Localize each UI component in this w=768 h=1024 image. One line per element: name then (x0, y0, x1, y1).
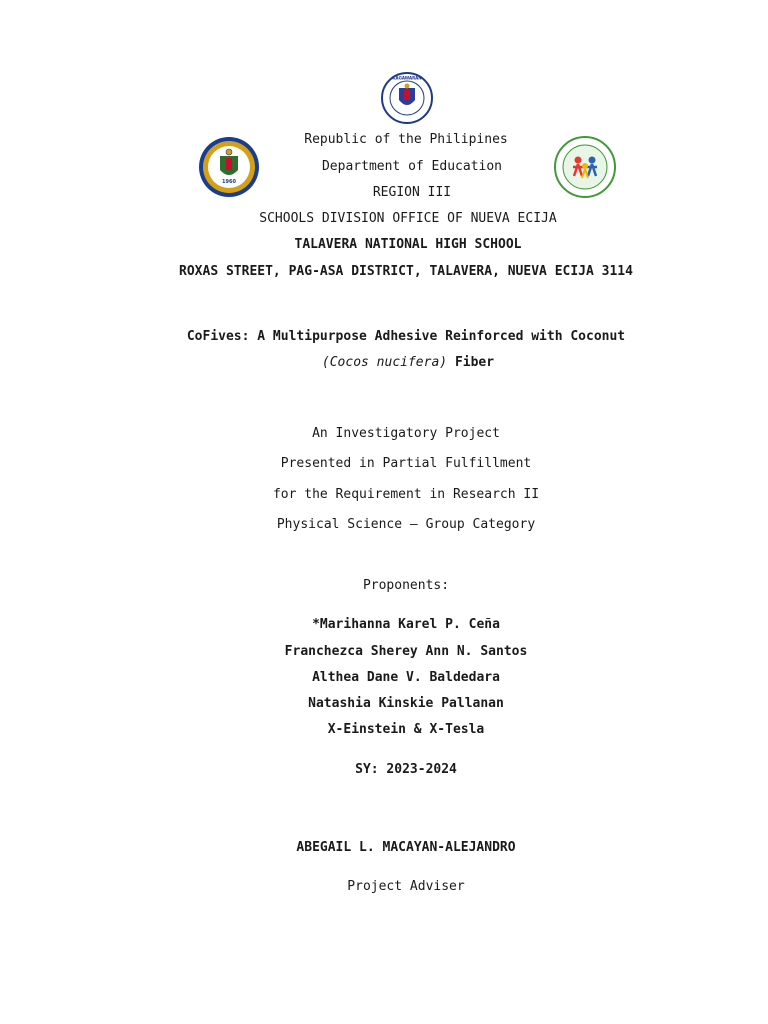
school-seal-year: 1960 (222, 179, 236, 185)
proponent-name: Natashia Kinskie Pallanan (308, 696, 504, 711)
project-title-line1: CoFives: A Multipurpose Adhesive Reinforced with Coconut (186, 329, 626, 344)
subtitle-investigatory: An Investigatory Project (312, 426, 500, 441)
subtitle-requirement: for the Requirement in Research II (272, 487, 540, 502)
svg-text:KAGAWARAN: KAGAWARAN (392, 75, 422, 81)
adviser-name: ABEGAIL L. MACAYAN-ALEJANDRO (296, 840, 516, 855)
proponent-name: Althea Dane V. Baldedara (312, 670, 500, 685)
proponents-heading: Proponents: (362, 578, 450, 593)
proponent-name: Franchezca Sherey Ann N. Santos (284, 644, 528, 659)
header-department: Department of Education (321, 159, 502, 174)
header-republic: Republic of the Philipines (304, 132, 508, 147)
scientific-name: (Cocos nucifera) (321, 355, 448, 370)
subtitle-category: Physical Science – Group Category (276, 517, 536, 532)
header-address: ROXAS STREET, PAG-ASA DISTRICT, TALAVERA, NUEVA ECIJA 3114 (179, 264, 633, 279)
header-division-office: SCHOOLS DIVISION OFFICE OF NUEVA ECIJA (259, 211, 557, 226)
header-school-name: TALAVERA NATIONAL HIGH SCHOOL (294, 237, 522, 252)
subtitle-presented: Presented in Partial Fulfillment (280, 456, 532, 471)
deped-seal-icon (381, 72, 433, 124)
project-title-line2 (24, 355, 768, 370)
adviser-role: Project Adviser (347, 879, 465, 894)
proponents-section: X-Einstein & X-Tesla (327, 722, 485, 737)
header-region: REGION III (372, 185, 452, 200)
title-fiber-word: Fiber (454, 355, 495, 370)
school-year: SY: 2023-2024 (355, 762, 457, 777)
proponent-name: *Marihanna Karel P. Ceña (312, 617, 500, 632)
